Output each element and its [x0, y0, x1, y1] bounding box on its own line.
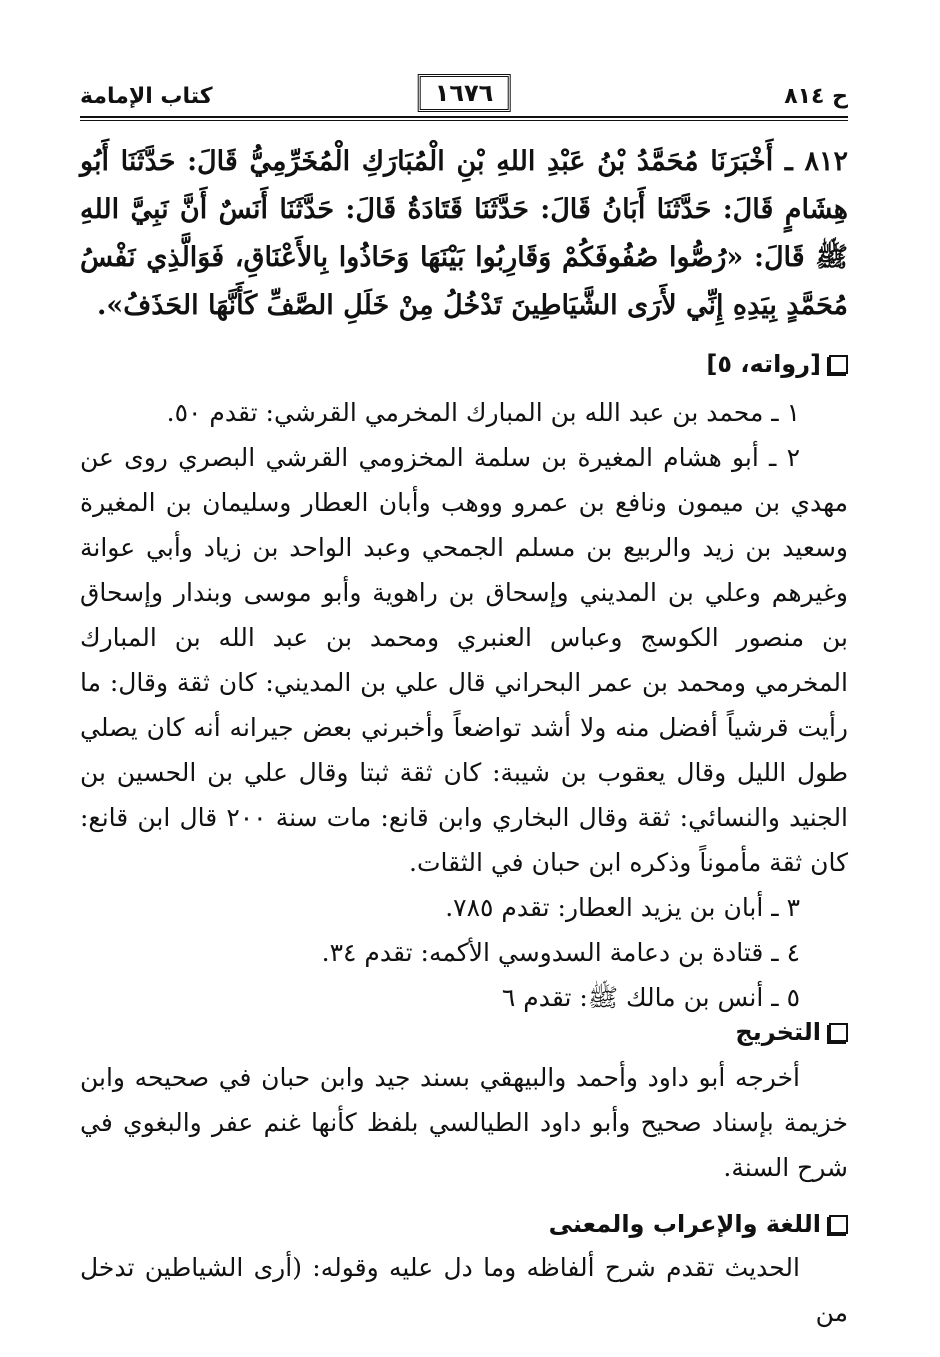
header-rule-thin [80, 120, 848, 121]
lugha-paragraph [80, 1245, 848, 1335]
header-rule [80, 116, 848, 118]
takhrij-title: التخريج [735, 1018, 821, 1046]
page-reference: ح ٨١٤ [784, 84, 848, 109]
page-header [80, 78, 848, 114]
lugha-text: الحديث تقدم شرح ألفاظه وما دل عليه وقوله: (أرى الشياطين تدخل من [80, 1253, 848, 1327]
page-number: ١٦٧٦ [418, 74, 511, 112]
narrators-title: [رواته، ٥] [706, 350, 821, 378]
book-page [80, 0, 848, 1357]
square-bullet-icon [829, 1215, 848, 1234]
narrator-item: ٣ ـ أبان بن يزيد العطار: تقدم ٧٨٥. [445, 893, 800, 922]
book-title: كتاب الإمامة [80, 84, 213, 109]
takhrij-heading [735, 1018, 848, 1046]
square-bullet-icon [829, 355, 848, 374]
narrators-heading [706, 350, 848, 378]
narrator-item: ١ ـ محمد بن عبد الله بن المبارك المخرمي القرشي: تقدم ٥٠. [166, 398, 800, 427]
lugha-heading [549, 1210, 848, 1238]
takhrij-paragraph [80, 1055, 848, 1190]
narrator-item: ٢ ـ أبو هشام المغيرة بن سلمة المخزومي القرشي البصري روى عن مهدي بن ميمون ونافع بن عمرو ووهب وأبان العطار وسليمان بن المغيرة وسعيد بن زيد والربيع بن مسلم الجمحي وعبد الواحد بن زياد وأبي عوانة وغيرهم وعلي بن المديني وإسحاق بن راهوية وأبو موسى وبندار وإسحاق بن منصور الكوسج وعباس العنبري ومحمد بن عبد الله بن المبارك المخرمي ومحمد بن عمر البحراني قال علي بن المديني: كان ثقة وقال: ما رأيت قرشياً أفضل منه ولا أشد تواضعاً وأخبرني بعض جيرانه أنه كان يصلي طول الليل وقال يعقوب بن شيبة: كان ثقة ثبتا وقال علي بن الحسين بن الجنيد والنسائي: ثقة وقال البخاري وابن قانع: مات سنة ٢٠٠ قال ابن قانع: كان ثقة مأموناً وذكره ابن حبان في الثقات. [80, 443, 849, 877]
narrators-list [80, 390, 848, 1020]
hadith-text: ٨١٢ ـ أَخْبَرَنَا مُحَمَّدُ بْنُ عَبْدِ اللهِ بْنِ الْمُبَارَكِ الْمُخَرِّمِيُّ قَالَ: حَدَّثَنَا أَبُو هِشَامٍ قَالَ: حَدَّثَنَا أَبَانُ قَالَ: حَدَّثَنَا قَتَادَةُ قَالَ: حَدَّثَنَا أَنَسٌ أَنَّ نَبِيَّ اللهِ ﷺ قَالَ: «رُصُّوا صُفُوفَكُمْ وَقَارِبُوا بَيْنَهَا وَحَاذُوا بِالأَعْنَاقِ، فَوَالَّذِي نَفْسُ مُحَمَّدٍ بِيَدِهِ إِنِّي لأَرَى الشَّيَاطِينَ تَدْخُلُ مِنْ خَلَلِ الصَّفِّ كَأَنَّهَا الحَذَفُ». [80, 146, 848, 321]
narrator-item: ٤ ـ قتادة بن دعامة السدوسي الأكمه: تقدم ٣٤. [321, 938, 800, 967]
lugha-title: اللغة والإعراب والمعنى [548, 1210, 821, 1238]
takhrij-text: أخرجه أبو داود وأحمد والبيهقي بسند جيد وابن حبان في صحيحه وابن خزيمة بإسناد صحيح وأبو داود الطيالسي بلفظ كأنها غنم عفر والبغوي في شرح السنة. [80, 1063, 848, 1182]
square-bullet-icon [829, 1023, 848, 1042]
narrator-item: ٥ ـ أنس بن مالك ﷺ: تقدم ٦ [501, 983, 800, 1012]
